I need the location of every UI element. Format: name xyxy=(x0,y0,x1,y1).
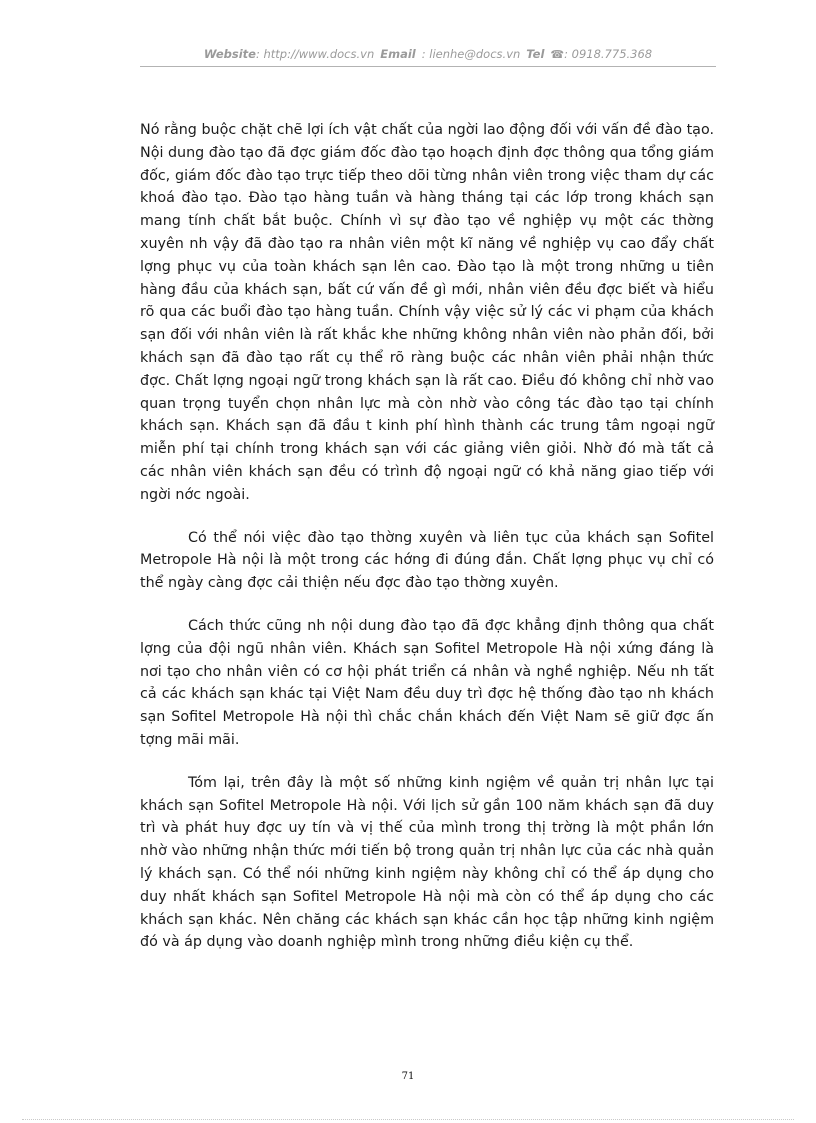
paragraph-4: Tóm lại, trên đây là một số những kinh ngiệm về quản trị nhân lực tại khách sạn Sofitel Metropole Hà nội. Với lịch sử gần 100 năm khách sạn đã duy trì và phát huy đợc uy tín và vị thế của mình trong thị trờng là một phần lớn nhờ vào những nhận thức mới tiến bộ trong quản trị nhân lực của các nhà quản lý khách sạn. Có thể nói những kinh ngiệm này không chỉ có thể áp dụng cho duy nhất khách sạn Sofitel Metropole Hà nội mà còn có thể áp dụng cho các khách sạn khác. Nên chăng các khách sạn khác cần học tập những kinh ngiệm đó và áp dụng vào doanh nghiệp mình trong những điều kiện cụ thể. xyxy=(140,774,714,951)
page-number: 71 xyxy=(401,1071,415,1082)
paragraph-2: Có thể nói việc đào tạo thờng xuyên và liên tục của khách sạn Sofitel Metropole Hà nội là một trong các hớng đi đúng đắn. Chất lợng phục vụ chỉ có thể ngày càng đợc cải thiện nếu đợc đào tạo thờng xuyên. xyxy=(140,529,714,592)
tel-number: : 0918.775.368 xyxy=(564,47,653,61)
document-body xyxy=(140,119,714,954)
footer-divider xyxy=(22,1119,794,1120)
paragraph-3: Cách thức cũng nh nội dung đào tạo đã đợc khẳng định thông qua chất lợng của đội ngũ nhân viên. Khách sạn Sofitel Metropole Hà nội xứng đáng là nơi tạo cho nhân viên có cơ hội phát triển cá nhân và nghề nghiệp. Nếu nh tất cả các khách sạn khác tại Việt Nam đều duy trì đợc hệ thống đào tạo nh khách sạn Sofitel Metropole Hà nội thì chắc chắn khách đến Việt Nam sẽ giữ đợc ấn tợng mãi mãi. xyxy=(140,617,714,748)
tel-label: Tel xyxy=(526,47,545,61)
header-divider xyxy=(140,66,716,67)
website-label: Website xyxy=(203,47,256,61)
phone-icon: ☎ xyxy=(550,48,565,61)
email-address[interactable]: : lienhe@docs.vn xyxy=(421,47,521,61)
website-url[interactable]: : http://www.docs.vn xyxy=(255,47,375,61)
paragraph-1: Nó rằng buộc chặt chẽ lợi ích vật chất của ngời lao động đối với vấn đề đào tạo. Nội dung đào tạo đã đợc giám đốc đào tạo hoạch định đợc thông qua tổng giám đốc, giám đốc đào tạo trực tiếp theo dõi từng nhân viên trong việc tham dự các khoá đào tạo. Đào tạo hàng tuần và hàng tháng tại các lớp trong khách sạn mang tính chất bắt buộc. Chính vì sự đào tạo về nghiệp vụ một các thờng xuyên nh vậy đã đào tạo ra nhân viên một kĩ năng về nghiệp vụ cao đẩy chất lợng phục vụ của toàn khách sạn lên cao. Đào tạo là một trong những u tiên hàng đầu của khách sạn, bất cứ vấn đề gì mới, nhân viên đều đợc biết và hiểu rõ qua các buổi đào tạo hàng tuần. Chính vậy việc sử lý các vi phạm của khách sạn đối với nhân viên là rất khắc khe những không nhân viên nào phản đối, bởi khách sạn đã đào tạo rất cụ thể rõ ràng buộc các nhân viên phải nhận thức đợc. Chất lợng ngoại ngữ trong khách sạn là rất cao. Điều đó không chỉ nhờ vao quan trọng tuyển chọn nhân lực mà còn nhờ vào công tác đào tạo tại chính khách sạn. Khách sạn đã đầu t kinh phí hình thành các trung tâm ngoại ngữ miễn phí tại chính trong khách sạn với các giảng viên giỏi. Nhờ đó mà tất cả các nhân viên khách sạn đều có trình độ ngoại ngữ có khả năng giao tiếp với ngời nớc ngoài. xyxy=(140,122,714,503)
page-header xyxy=(140,47,716,61)
email-label: Email xyxy=(380,47,416,61)
